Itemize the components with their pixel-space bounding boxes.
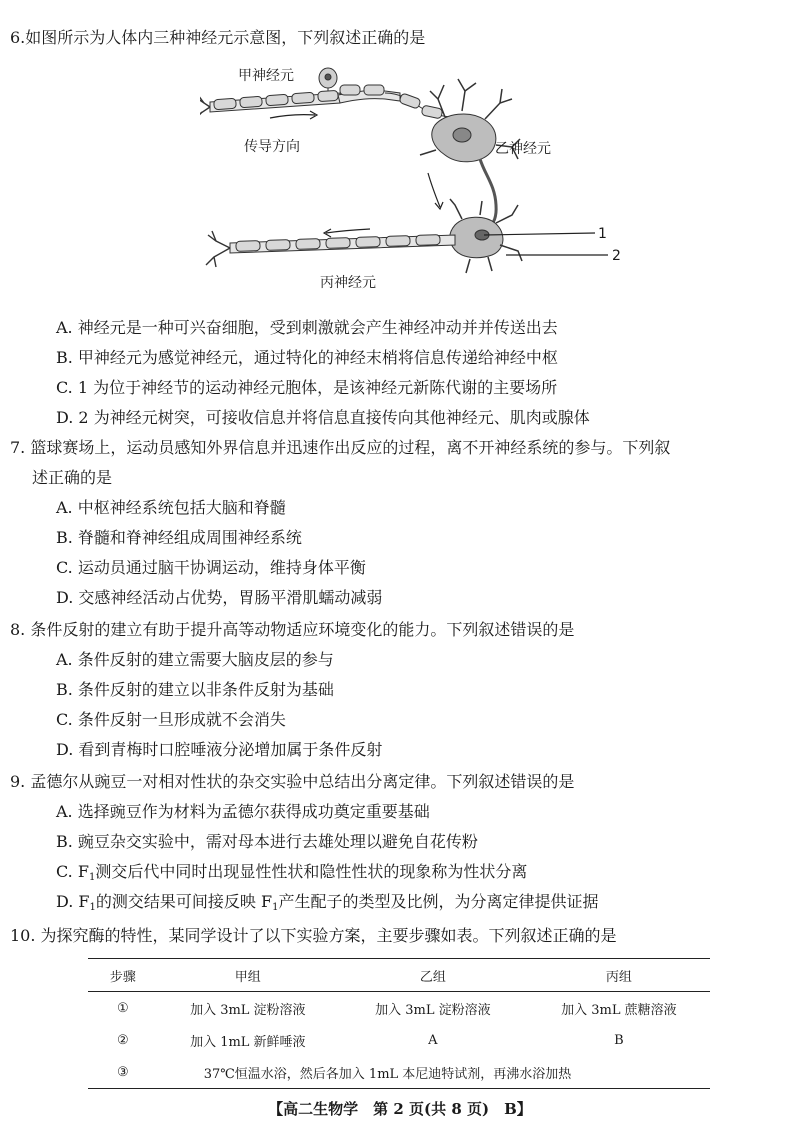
- q8-option-b: B. 条件反射的建立以非条件反射为基础: [56, 680, 334, 699]
- experiment-table: [88, 958, 710, 1089]
- label-1: 1: [598, 226, 607, 242]
- table-cell: 加入 3mL 淀粉溶液: [375, 1002, 491, 1018]
- table-header-row: [88, 959, 710, 992]
- table-row: [88, 1024, 710, 1056]
- table-cell: 加入 3mL 淀粉溶液: [190, 1002, 306, 1018]
- table-cell: ②: [117, 1032, 129, 1048]
- q6-option-b: B. 甲神经元为感觉神经元，通过特化的神经末梢将信息传递给神经中枢: [56, 348, 558, 367]
- q9-option-d: D. $F_1$的测交结果可间接反映 $F_1$产生配子的类型及比例，为分离定律提供证据: [56, 892, 599, 913]
- bing-neuron: [450, 199, 522, 273]
- label-jia-neuron: 甲神经元: [238, 68, 294, 84]
- question-10-stem: 10. 为探究酶的特性，某同学设计了以下实验方案，主要步骤如表。下列叙述正确的是: [10, 926, 617, 945]
- table-cell: B: [614, 1032, 624, 1048]
- table-cell: ①: [117, 1000, 129, 1016]
- table-row: [88, 992, 710, 1025]
- label-2: 2: [612, 248, 621, 264]
- header-group-bing: 丙组: [528, 959, 710, 992]
- q9-option-c: C. $F_1$测交后代中同时出现显性性状和隐性性状的现象称为性状分离: [56, 862, 528, 883]
- q8-option-d: D. 看到青梅时口腔唾液分泌增加属于条件反射: [56, 740, 383, 759]
- q7-option-b: B. 脊髓和脊神经组成周围神经系统: [56, 528, 302, 547]
- q8-option-a: A. 条件反射的建立需要大脑皮层的参与: [56, 650, 334, 669]
- question-7-stem-cont: 述正确的是: [32, 468, 113, 487]
- question-9-stem: 9. 孟德尔从豌豆一对相对性状的杂交实验中总结出分离定律。下列叙述错误的是: [10, 772, 575, 791]
- bing-terminals: [206, 231, 230, 267]
- header-group-jia: 甲组: [158, 959, 338, 992]
- q9-option-b: B. 豌豆杂交实验中，需对母本进行去雄处理以避免自花传粉: [56, 832, 478, 851]
- direction-arrows: [270, 111, 443, 237]
- table-cell: ③: [117, 1064, 129, 1080]
- q6-option-a: A. 神经元是一种可兴奋细胞，受到刺激就会产生神经冲动并并传送出去: [56, 318, 558, 337]
- table-cell: 加入 3mL 蔗糖溶液: [561, 1002, 677, 1018]
- label-yi-neuron: 乙神经元: [495, 141, 551, 157]
- q9-option-a: A. 选择豌豆作为材料为孟德尔获得成功奠定重要基础: [56, 802, 430, 821]
- neuron-diagram: [200, 55, 640, 305]
- label-direction: 传导方向: [244, 139, 300, 155]
- jia-dendrites: [200, 95, 210, 121]
- question-7-stem: 7. 篮球赛场上，运动员感知外界信息并迅速作出反应的过程，离不开神经系统的参与。下列叙: [10, 438, 671, 457]
- label-bing-neuron: 丙神经元: [320, 275, 376, 291]
- question-8-stem: 8. 条件反射的建立有助于提升高等动物适应环境变化的能力。下列叙述错误的是: [10, 620, 575, 639]
- header-group-yi: 乙组: [338, 959, 528, 992]
- header-step: 步骤: [88, 959, 158, 992]
- q8-option-c: C. 条件反射一旦形成就不会消失: [56, 710, 286, 729]
- q7-option-a: A. 中枢神经系统包括大脑和脊髓: [56, 498, 286, 517]
- q6-option-c: C. 1 为位于神经节的运动神经元胞体，是该神经元新陈代谢的主要场所: [56, 378, 558, 397]
- jia-cell-body: [319, 68, 337, 91]
- question-6-stem: 6.如图所示为人体内三种神经元示意图，下列叙述正确的是: [10, 28, 426, 47]
- q7-option-d: D. 交感神经活动占优势，胃肠平滑肌蠕动减弱: [56, 588, 383, 607]
- table-row: [88, 1056, 710, 1089]
- table-cell: 37℃恒温水浴，然后各加入 1mL 本尼迪特试剂，再沸水浴加热: [203, 1066, 572, 1082]
- page-footer: 【高二生物学 第 2 页(共 8 页) B】: [268, 1100, 532, 1118]
- q7-option-c: C. 运动员通过脑干协调运动，维持身体平衡: [56, 558, 366, 577]
- bing-axon: [230, 235, 455, 253]
- q6-option-d: D. 2 为神经元树突，可接收信息并将信息直接传向其他神经元、肌肉或腺体: [56, 408, 590, 427]
- jia-neuron: [210, 85, 455, 119]
- table-cell: 加入 1mL 新鲜唾液: [190, 1034, 306, 1050]
- table-cell: A: [428, 1032, 438, 1048]
